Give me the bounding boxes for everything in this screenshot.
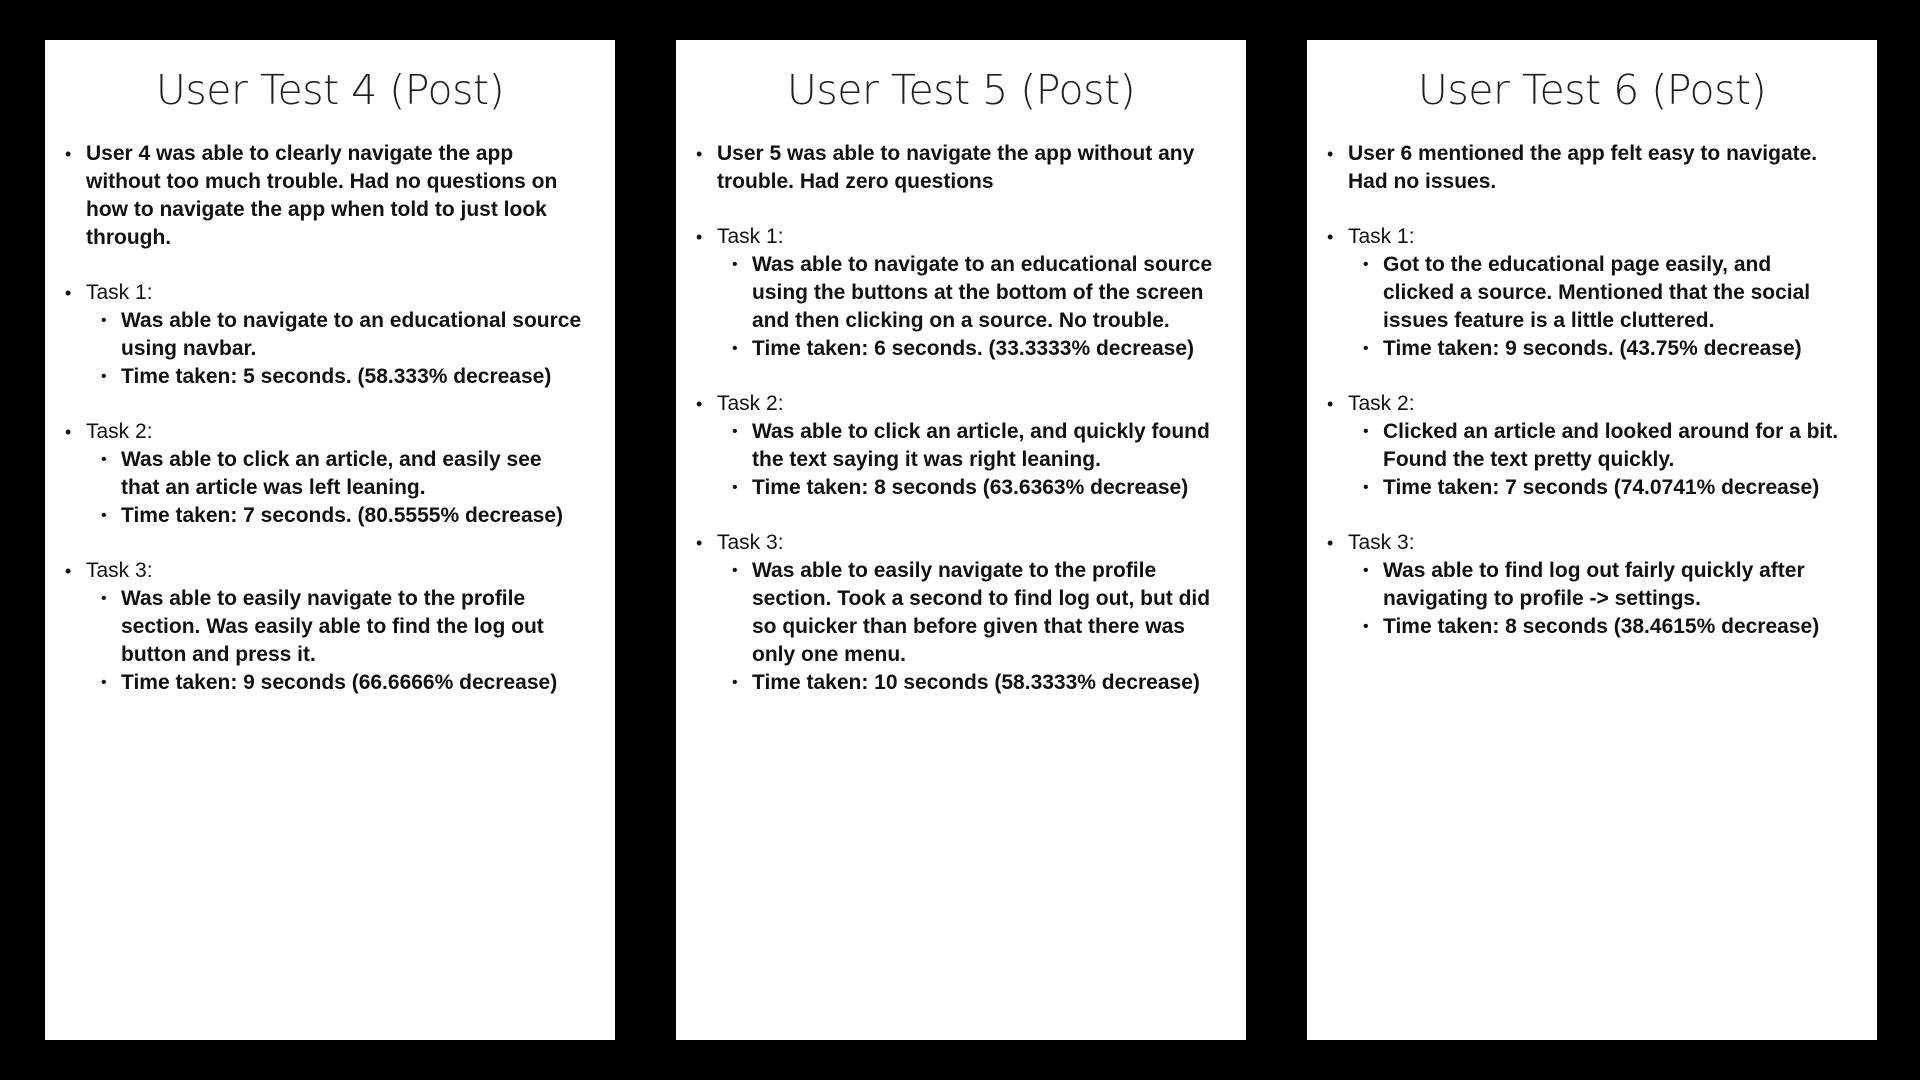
- task-observation: • Was able to navigate to an educational source using the buttons at the bottom of the screen and then clicking on a source. No trouble.: [752, 251, 1216, 335]
- task-time: • Time taken: 8 seconds (63.6363% decrease): [752, 474, 1216, 502]
- card-title: User Test 4 (Post): [155, 66, 505, 114]
- task-2-item: [717, 390, 1216, 502]
- task-time: • Time taken: 10 seconds (58.3333% decrease): [752, 669, 1216, 697]
- task-3-item: [717, 529, 1216, 697]
- task-observation: • Was able to click an article, and quickly found the text saying it was right leaning.: [752, 418, 1216, 474]
- task-observation: • Got to the educational page easily, and clicked a source. Mentioned that the social issues feature is a little cluttered.: [1383, 251, 1847, 335]
- task-3-item: [1348, 529, 1847, 641]
- task-observation: • Was able to easily navigate to the profile section. Took a second to find log out, but did so quicker than before given that there was only one menu.: [752, 557, 1216, 669]
- task-3-item: [86, 557, 585, 697]
- task-points: [1348, 557, 1847, 641]
- task-observation: • Was able to click an article, and easily see that an article was left leaning.: [121, 446, 585, 502]
- task-points: [717, 557, 1216, 697]
- card-title: User Test 6 (Post): [1417, 66, 1767, 114]
- task-label: Task 1:: [1348, 225, 1415, 248]
- task-time: • Time taken: 7 seconds. (80.5555% decrease): [121, 502, 585, 530]
- task-time: • Time taken: 5 seconds. (58.333% decrease): [121, 363, 585, 391]
- task-label: Task 2:: [1348, 392, 1415, 415]
- task-points: [86, 446, 585, 530]
- task-1-item: [86, 279, 585, 391]
- task-label: Task 3:: [717, 531, 784, 554]
- task-1-item: [717, 223, 1216, 363]
- user-test-5-card: [676, 40, 1246, 1040]
- task-time: • Time taken: 9 seconds (66.6666% decrease): [121, 669, 585, 697]
- notes-list: [1317, 140, 1847, 641]
- task-label: Task 2:: [86, 420, 153, 443]
- card-title: User Test 5 (Post): [786, 66, 1136, 114]
- task-time: • Time taken: 8 seconds (38.4615% decrease): [1383, 613, 1847, 641]
- task-observation: • Clicked an article and looked around for a bit. Found the text pretty quickly.: [1383, 418, 1847, 474]
- task-2-item: [1348, 390, 1847, 502]
- task-points: [717, 418, 1216, 502]
- task-observation: • Was able to navigate to an educational source using navbar.: [121, 307, 585, 363]
- user-test-4-card: [45, 40, 615, 1040]
- intro-note: • User 6 mentioned the app felt easy to navigate. Had no issues.: [1348, 140, 1847, 196]
- notes-list: [686, 140, 1216, 697]
- task-points: [86, 307, 585, 391]
- task-points: [1348, 251, 1847, 363]
- task-label: Task 1:: [717, 225, 784, 248]
- task-observation: • Was able to easily navigate to the profile section. Was easily able to find the log out button and press it.: [121, 585, 585, 669]
- task-label: Task 1:: [86, 281, 153, 304]
- intro-note: • User 5 was able to navigate the app without any trouble. Had zero questions: [717, 140, 1216, 196]
- task-2-item: [86, 418, 585, 530]
- task-label: Task 3:: [1348, 531, 1415, 554]
- task-time: • Time taken: 9 seconds. (43.75% decrease): [1383, 335, 1847, 363]
- task-points: [1348, 418, 1847, 502]
- task-time: • Time taken: 6 seconds. (33.3333% decrease): [752, 335, 1216, 363]
- task-points: [717, 251, 1216, 363]
- task-points: [86, 585, 585, 697]
- task-label: Task 3:: [86, 559, 153, 582]
- task-1-item: [1348, 223, 1847, 363]
- task-label: Task 2:: [717, 392, 784, 415]
- intro-note: • User 4 was able to clearly navigate the app without too much trouble. Had no questions on how to navigate the app when told to just look through.: [86, 140, 585, 252]
- user-test-6-card: [1307, 40, 1877, 1040]
- task-time: • Time taken: 7 seconds (74.0741% decrease): [1383, 474, 1847, 502]
- notes-list: [55, 140, 585, 697]
- task-observation: • Was able to find log out fairly quickly after navigating to profile -> settings.: [1383, 557, 1847, 613]
